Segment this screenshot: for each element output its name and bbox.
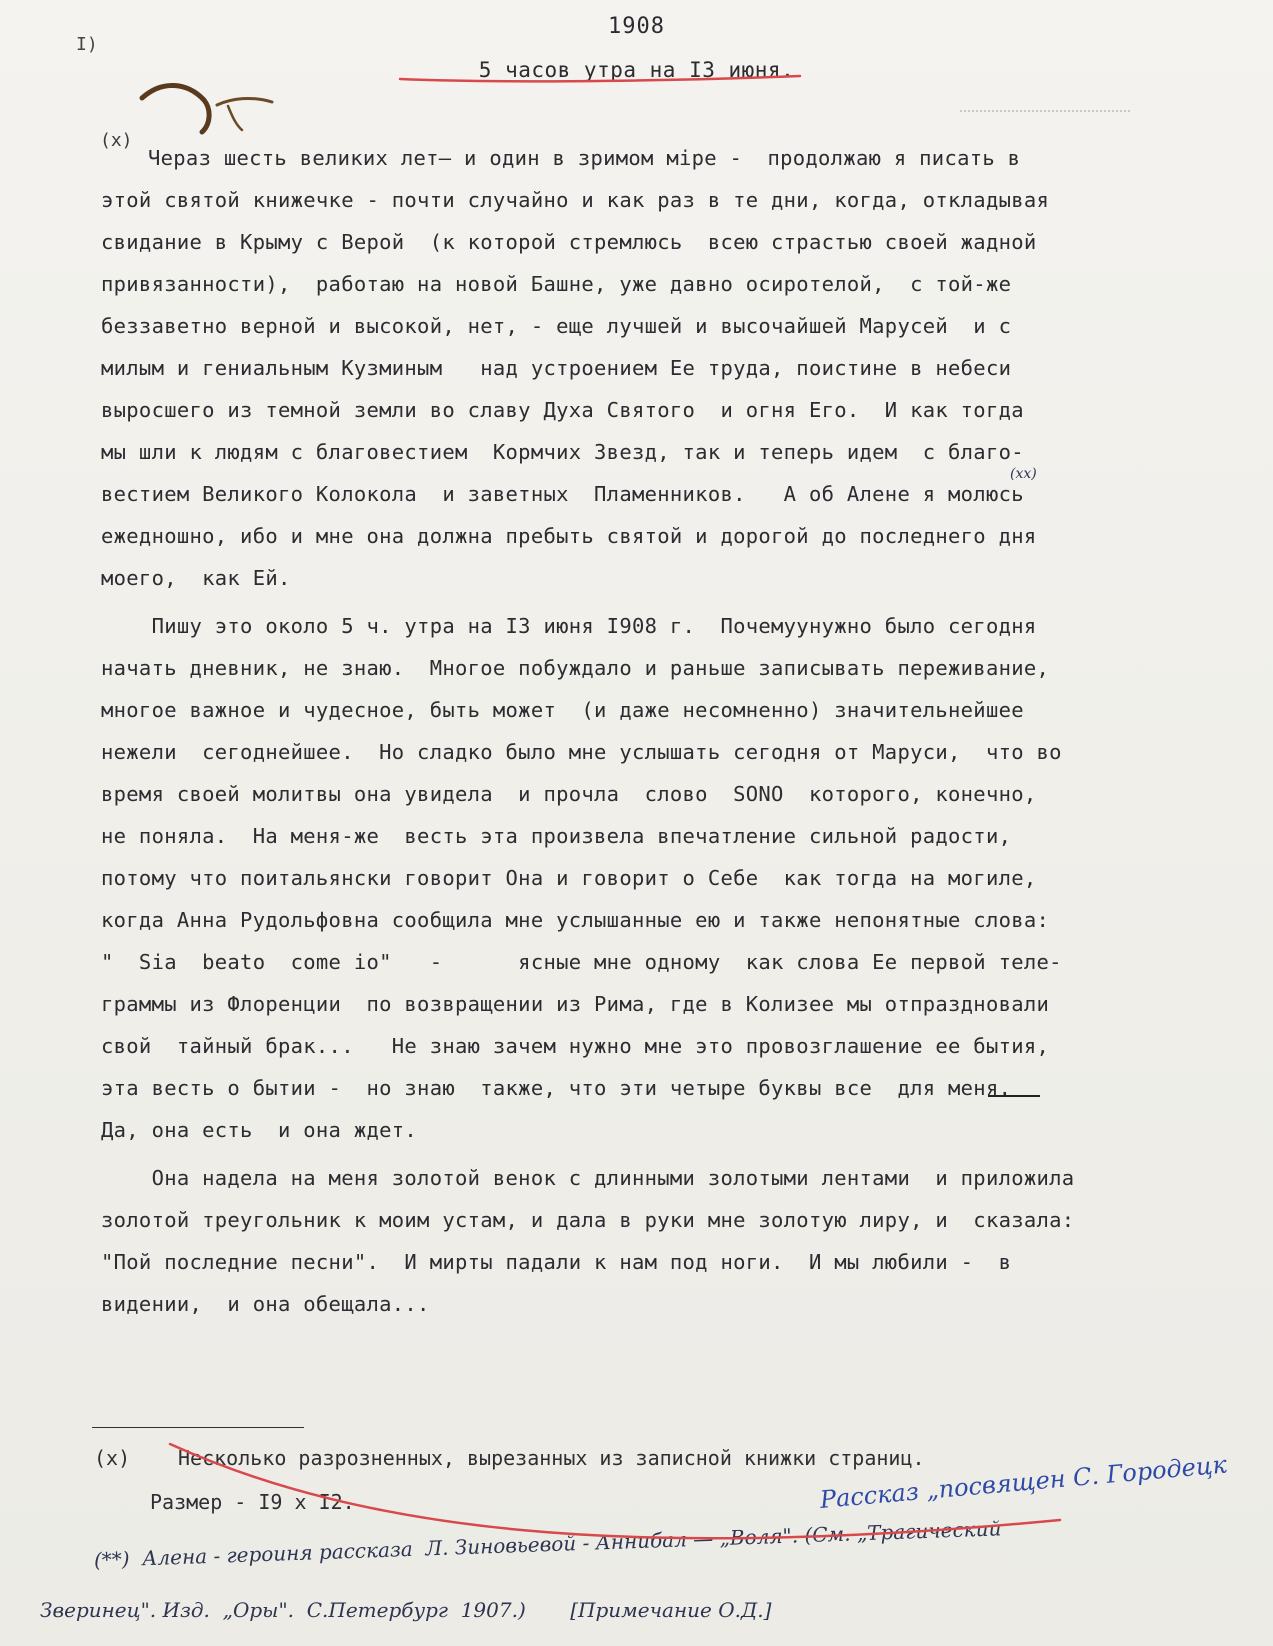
text-line: золотой треугольник к моим устам, и дала в руки мне золотую лиру, и сказала:	[101, 1208, 1075, 1232]
footnote-1-text: Несколько разрозненных, вырезанных из записной книжки страниц.	[178, 1446, 925, 1470]
text-line: ежедношно, ибо и мне она должна пребыть святой и дорогой до последнего дня	[101, 524, 1037, 548]
page-number: I)	[76, 34, 98, 55]
text-line: многое важное и чудесное, быть может (и даже несомненно) значительнейшее	[101, 698, 1024, 722]
text-line: эта весть о бытии - но знаю также, что эти четыре буквы все для меня.	[101, 1076, 1012, 1100]
text-line: начать дневник, не знаю. Многое побуждало и раньше записывать переживание,	[101, 656, 1050, 680]
text-line: Пишу это около 5 ч. утра на I3 июня I908 г. Почемуунужно было сегодня	[101, 614, 1037, 638]
text-line: этой святой книжечке - почти случайно и как раз в те дни, когда, откладывая	[101, 188, 1050, 212]
text-line: нежели сегоднейшее. Но сладко было мне услышать сегодня от Маруси, что во	[101, 740, 1062, 764]
footnote-1-marker: (x)	[94, 1446, 131, 1470]
handwritten-note-line-2: Зверинец". Изд. „Оры". С.Петербург 1907.) [Примечание О.Д.]	[40, 1598, 772, 1622]
text-line: милым и гениальным Кузминым над устроением Ее труда, поистине в небеси	[101, 356, 1012, 380]
text-line: не поняла. На меня-же весть эта произвела впечатление сильной радости,	[101, 824, 1012, 848]
text-line: свой тайный брак... Не знаю зачем нужно мне это провозглашение ее бытия,	[101, 1034, 1050, 1058]
text-line: потому что поитальянски говорит Она и говорит о Себе как тогда на могиле,	[101, 866, 1037, 890]
text-line: вестием Великого Колокола и заветных Пламенников. А об Алене я молюсь	[101, 482, 1024, 506]
handwritten-note-line-1: (**) Алена - героиня рассказа Л. Зиновьевой - Аннибал — „Воля". (См. „Трагический	[93, 1516, 1002, 1572]
text-line: время своей молитвы она увидела и прочла слово SONO которого, конечно,	[101, 782, 1037, 806]
text-line: Чераз шесть великих лет— и один в зримом міре - продолжаю я писать в	[148, 146, 1021, 170]
document-subtitle: 5 часов утра на I3 июня.	[478, 58, 795, 82]
text-line: мы шли к людям с благовестием Кормчих Звезд, так и теперь идем с благо-	[101, 440, 1024, 464]
text-line: моего, как Ей.	[101, 566, 291, 590]
text-line: Она надела на меня золотой венок с длинными золотыми лентами и приложила	[101, 1166, 1075, 1190]
superscript-annotation: (xx)	[1010, 466, 1037, 482]
document-year: 1908	[608, 14, 665, 39]
text-line: Да, она есть и она ждет.	[101, 1118, 418, 1142]
text-line: выросшего из темной земли во славу Духа Святого и огня Его. И как тогда	[101, 398, 1024, 422]
text-line: привязанности), работаю на новой Башне, уже давно осиротелой, с той-же	[101, 272, 1012, 296]
footnote-divider	[92, 1427, 304, 1428]
text-line: "Пой последние песни". И мирты падали к нам под ноги. И мы любили - в	[101, 1250, 1012, 1274]
text-line: свидание в Крыму с Верой (к которой стремлюсь всею страстью своей жадной	[101, 230, 1037, 254]
text-line: видении, и она обещала...	[101, 1292, 430, 1316]
text-line: " Sia beato come io" - ясные мне одному как слова Ее первой теле-	[101, 950, 1062, 974]
footnote-1-size: Размер - I9 x I2.	[150, 1490, 355, 1514]
handwritten-note-blue: Рассказ „посвящен С. Городецк	[818, 1450, 1228, 1514]
ink-stain-mark	[132, 70, 282, 140]
text-line: когда Анна Рудольфовна сообщила мне услышанные ею и также непонятные слова:	[101, 908, 1050, 932]
text-line: беззаветно верной и высокой, нет, - еще лучшей и высочайшей Марусей и с	[101, 314, 1012, 338]
text-line: граммы из Флоренции по возвращении из Рима, где в Колизее мы отпраздновали	[101, 992, 1050, 1016]
bleed-through-dots	[960, 110, 1130, 112]
footnote-marker: (x)	[100, 130, 133, 151]
